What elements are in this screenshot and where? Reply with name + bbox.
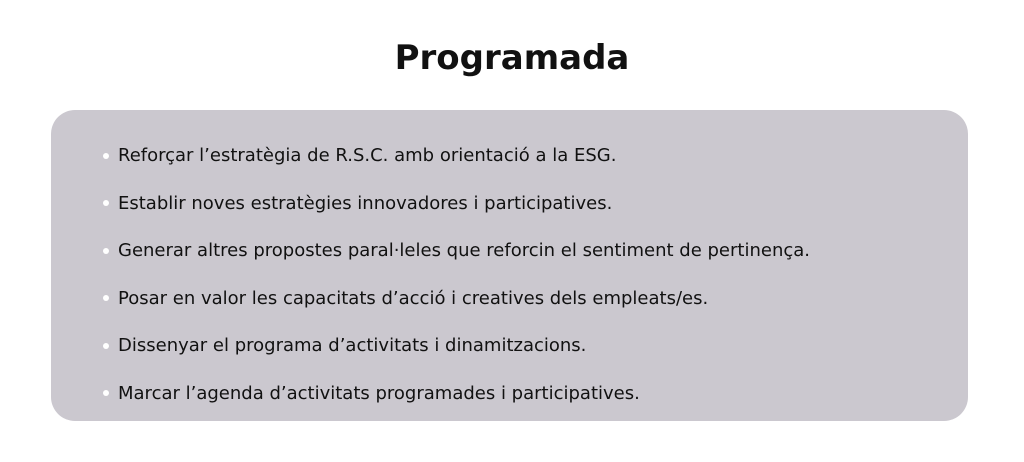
list-item — [103, 370, 958, 418]
bullet-icon — [103, 153, 109, 159]
list-item — [103, 275, 958, 323]
bullet-icon — [103, 200, 109, 206]
list-item — [103, 132, 958, 180]
list-item-text: Posar en valor les capacitats d’acció i creatives dels empleats/es. — [118, 287, 709, 309]
bullet-icon — [103, 343, 109, 349]
list-item-text: Marcar l’agenda d’activitats programades i participatives. — [118, 382, 640, 404]
bullet-icon — [103, 295, 109, 301]
list-item — [103, 227, 958, 275]
list-item-text: Reforçar l’estratègia de R.S.C. amb orientació a la ESG. — [118, 145, 617, 167]
page-title: Programada — [394, 38, 630, 78]
bullet-icon — [103, 248, 109, 254]
bullet-icon — [103, 390, 109, 396]
list-item-text: Dissenyar el programa d’activitats i dinamitzacions. — [118, 335, 587, 357]
objectives-card — [51, 110, 968, 421]
list-item-text: Establir noves estratègies innovadores i participatives. — [118, 192, 613, 214]
list-item — [103, 180, 958, 228]
list-item-text: Generar altres propostes paral·leles que reforcin el sentiment de pertinença. — [118, 240, 810, 262]
objectives-list — [103, 132, 958, 417]
list-item — [103, 322, 958, 370]
